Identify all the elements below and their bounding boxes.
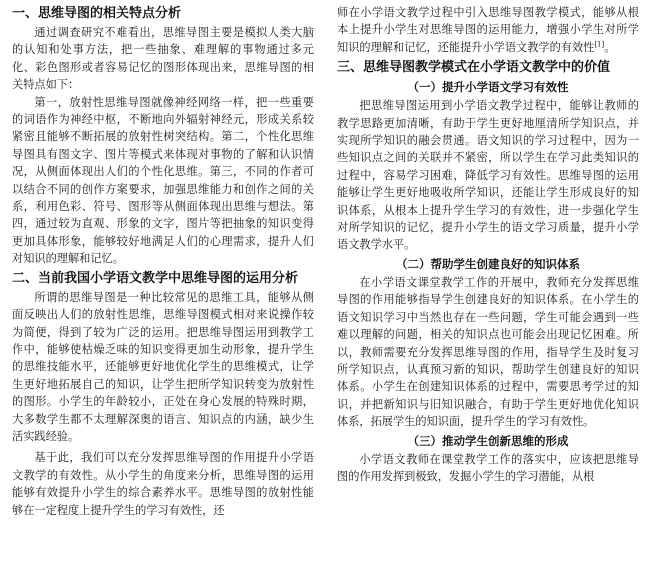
citation-mark: [1] <box>594 40 605 49</box>
section-1-paragraph-2: 第一，放射性思维导图就像神经网络一样，把一些重要的词语作为神经中枢，不断地向外辐射神经元，形成关系较紧密且能够不断拓展的放射性树突结构。第二，个性化思维导图具有图文字、图片等模式来体现对事物的了解和认识情况，从侧面体现出人们的个性化思维。第三，不同的作者可以结合不同的创作方案要求，加强思维能力和创作之间的关系，利用色彩、符号、图形等从侧面体现出思维与想法。第四，通过较为直观、形象的文字，图片等把抽象的知识变得更加具体形象，能够较好地满足人们的心理需求，提升人们对知识的理解和记忆。 <box>12 95 314 266</box>
subsection-2-heading: （二）帮助学生创建良好的知识体系 <box>396 256 580 271</box>
continued-text: 师在小学语文教学过程中引入思维导图教学模式，能够从根本上提升小学生对思维导图的运用能力，增强小学生对所学知识的理解和记忆，还能提升小学语文教学的有效性 <box>337 6 639 54</box>
subsection-1-heading: （一）提升小学语文学习有效性 <box>407 80 569 95</box>
section-2-paragraph-1: 所谓的思维导图是一种比较常见的思维工具，能够从侧面反映出人们的放射性思维，思维导图模式相对来说操作较为简便，得到了较为广泛的运用。把思维导图运用到教学工作中，能够使枯燥乏味的知识变得更加生动形象，提升学生的思维技能水平，还能够更好地优化学生的思维模式，让学生更好地拓展自己的知识，让学生把所学知识转变为放射性的图形。小学生的年龄较小，正处在身心发展的特殊时期，大多数学生都不太理解深奥的语言、知识点的内涵，缺少生活实践经验。 <box>12 290 314 443</box>
left-column <box>12 4 314 519</box>
subsection-2-paragraph: 在小学语文课堂教学工作的开展中，教师充分发挥思维导图的作用能够指导学生创建良好的知识体系。在小学生的语文知识学习中当然也存在一些问题，学生可能会遇到一些难以理解的问题，相关的知识点也可能会出现记忆困难。所以，教师需要充分发挥思维导图的作用，指导学生及时复习所学知识点，认真预习新的知识，帮助学生创建良好的知识体系。小学生在创建知识体系的过程中，需要思考学过的知识，并把新知识与旧知识融合，有助于学生更好地优化知识体系，拓展学生的知识面，提升学生的学习有效性。 <box>337 275 639 429</box>
section-2-heading: 二、当前我国小学语文教学中思维导图的运用分析 <box>12 270 299 286</box>
continued-text-end: 。 <box>604 40 616 54</box>
section-1-paragraph-1: 通过调查研究不难看出，思维导图主要是模拟人类大脑的认知和处事方法，把一些抽象、难理解的事物通过多元化、彩色图形或者容易记忆的图形体现出来，思维导图的相关特点如下： <box>12 26 314 92</box>
section-2-paragraph-2: 基于此，我们可以充分发挥思维导图的作用提升小学语文教学的有效性。从小学生的角度来分析，思维导图的运用能够有效提升小学生的综合素养水平。思维导图的放射性能够在一定程度上提升学生的学习有效性，还 <box>12 451 314 517</box>
continued-paragraph <box>337 4 639 56</box>
section-1-heading: 一、思维导图的相关特点分析 <box>12 6 182 21</box>
section-3-heading: 三、思维导图教学模式在小学语文教学中的价值 <box>337 60 611 76</box>
right-column <box>337 4 639 485</box>
subsection-1-paragraph: 把思维导图运用到小学语文教学过程中，能够让教师的教学思路更加清晰，有助于学生更好地厘清所学知识点，并实现所学知识的融会贯通。语文知识的学习过程中，因为一些知识点之间的关联并不紧密，所以学生在学习此类知识的过程中，容易学习困难，降低学习有效性。思维导图的运用能够让学生更好地吸收所学知识，还能让学生形成良好的知识体系，从根本上提升学生学习的有效性，进一步强化学生对所学知识的记忆，提升小学生的语文学习质量，提升小学语文教学水平。 <box>337 99 639 252</box>
subsection-3-heading: （三）推动学生创新思维的形成 <box>407 433 569 448</box>
subsection-3-paragraph: 小学语文教师在课堂教学工作的落实中，应该把思维导图的作用发挥到极致，发掘小学生的学习潜能，从根 <box>337 452 639 483</box>
